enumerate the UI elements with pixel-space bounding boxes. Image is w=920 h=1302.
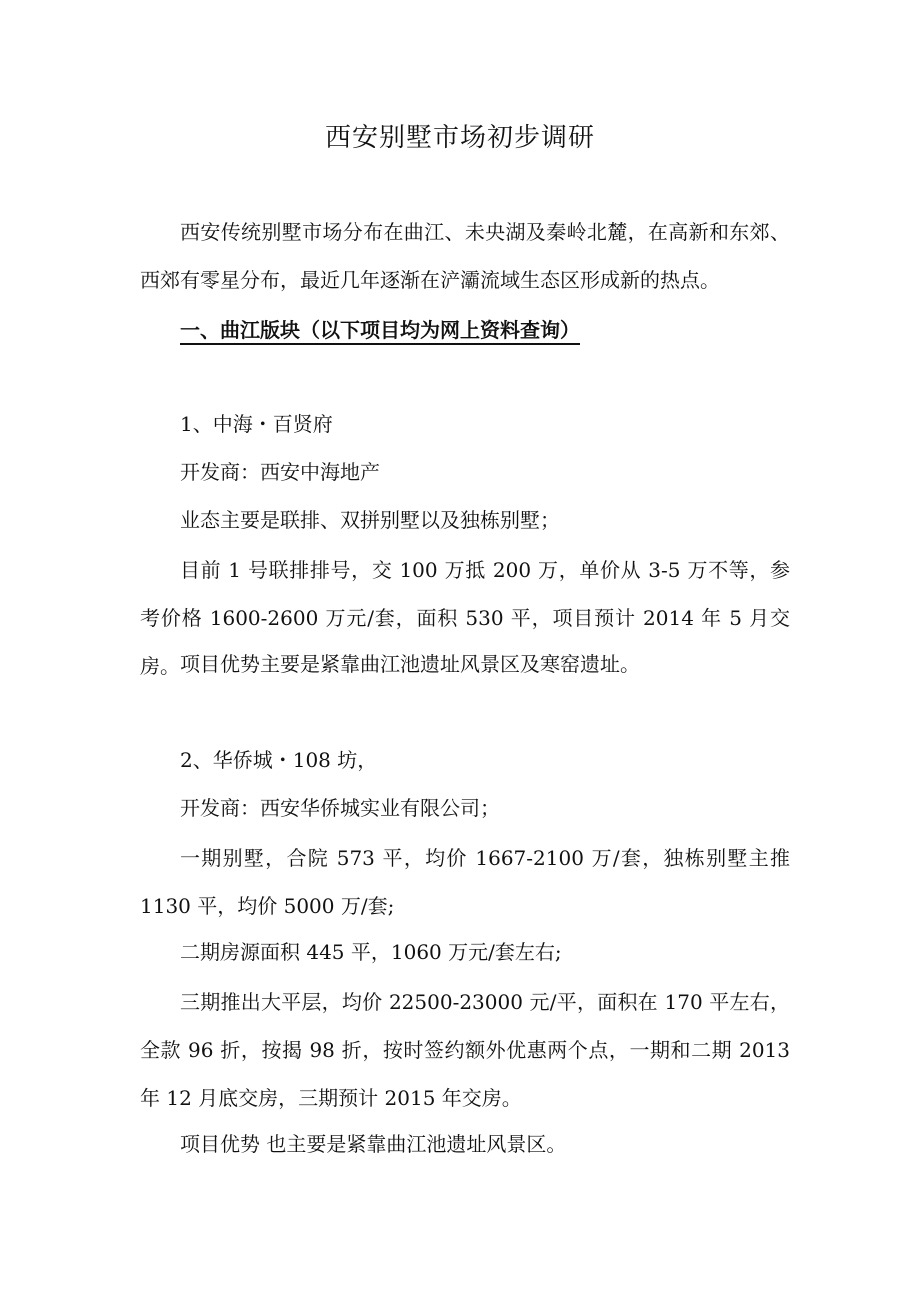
project1-format: 业态主要是联排、双拼别墅以及独栋别墅； bbox=[180, 508, 560, 532]
intro-paragraph: 西安传统别墅市场分布在曲江、未央湖及秦岭北麓，在高新和东郊、西郊有零星分布，最近几年逐渐在浐灞流域生态区形成新的热点。 bbox=[140, 220, 790, 292]
project2-phase3: 三期推出大平层，均价 22500-23000 元/平，面积在 170 平左右，全款 96 折，按揭 98 折，按时签约额外优惠两个点，一期和二期 2013 年 12 月底交房，三期预计 2015 年交房。 bbox=[140, 990, 790, 1110]
project1-advantage: 项目优势主要是紧靠曲江池遗址风景区及寒窑遗址。 bbox=[180, 652, 640, 676]
project2-phase2: 二期房源面积 445 平，1060 万元/套左右; bbox=[180, 940, 562, 964]
section-heading-qujiang: 一、曲江版块（以下项目均为网上资料查询） bbox=[180, 318, 580, 342]
project2-advantage: 项目优势 也主要是紧靠曲江池遗址风景区。 bbox=[180, 1132, 567, 1156]
project1-developer: 开发商：西安中海地产 bbox=[180, 460, 380, 484]
project1-pricing: 目前 1 号联排排号，交 100 万抵 200 万，单价从 3-5 万不等，参考价格 1600-2600 万元/套，面积 530 平，项目预计 2014 年 5 月交房。 bbox=[140, 558, 790, 678]
project2-phase1: 一期别墅，合院 573 平，均价 1667-2100 万/套，独栋别墅主推 1130 平，均价 5000 万/套; bbox=[140, 846, 790, 918]
project2-name: 2、华侨城・108 坊， bbox=[180, 748, 378, 772]
project2-developer: 开发商：西安华侨城实业有限公司； bbox=[180, 796, 500, 820]
project1-name: 1、中海・百贤府 bbox=[180, 412, 333, 436]
document-title: 西安别墅市场初步调研 bbox=[324, 123, 595, 153]
